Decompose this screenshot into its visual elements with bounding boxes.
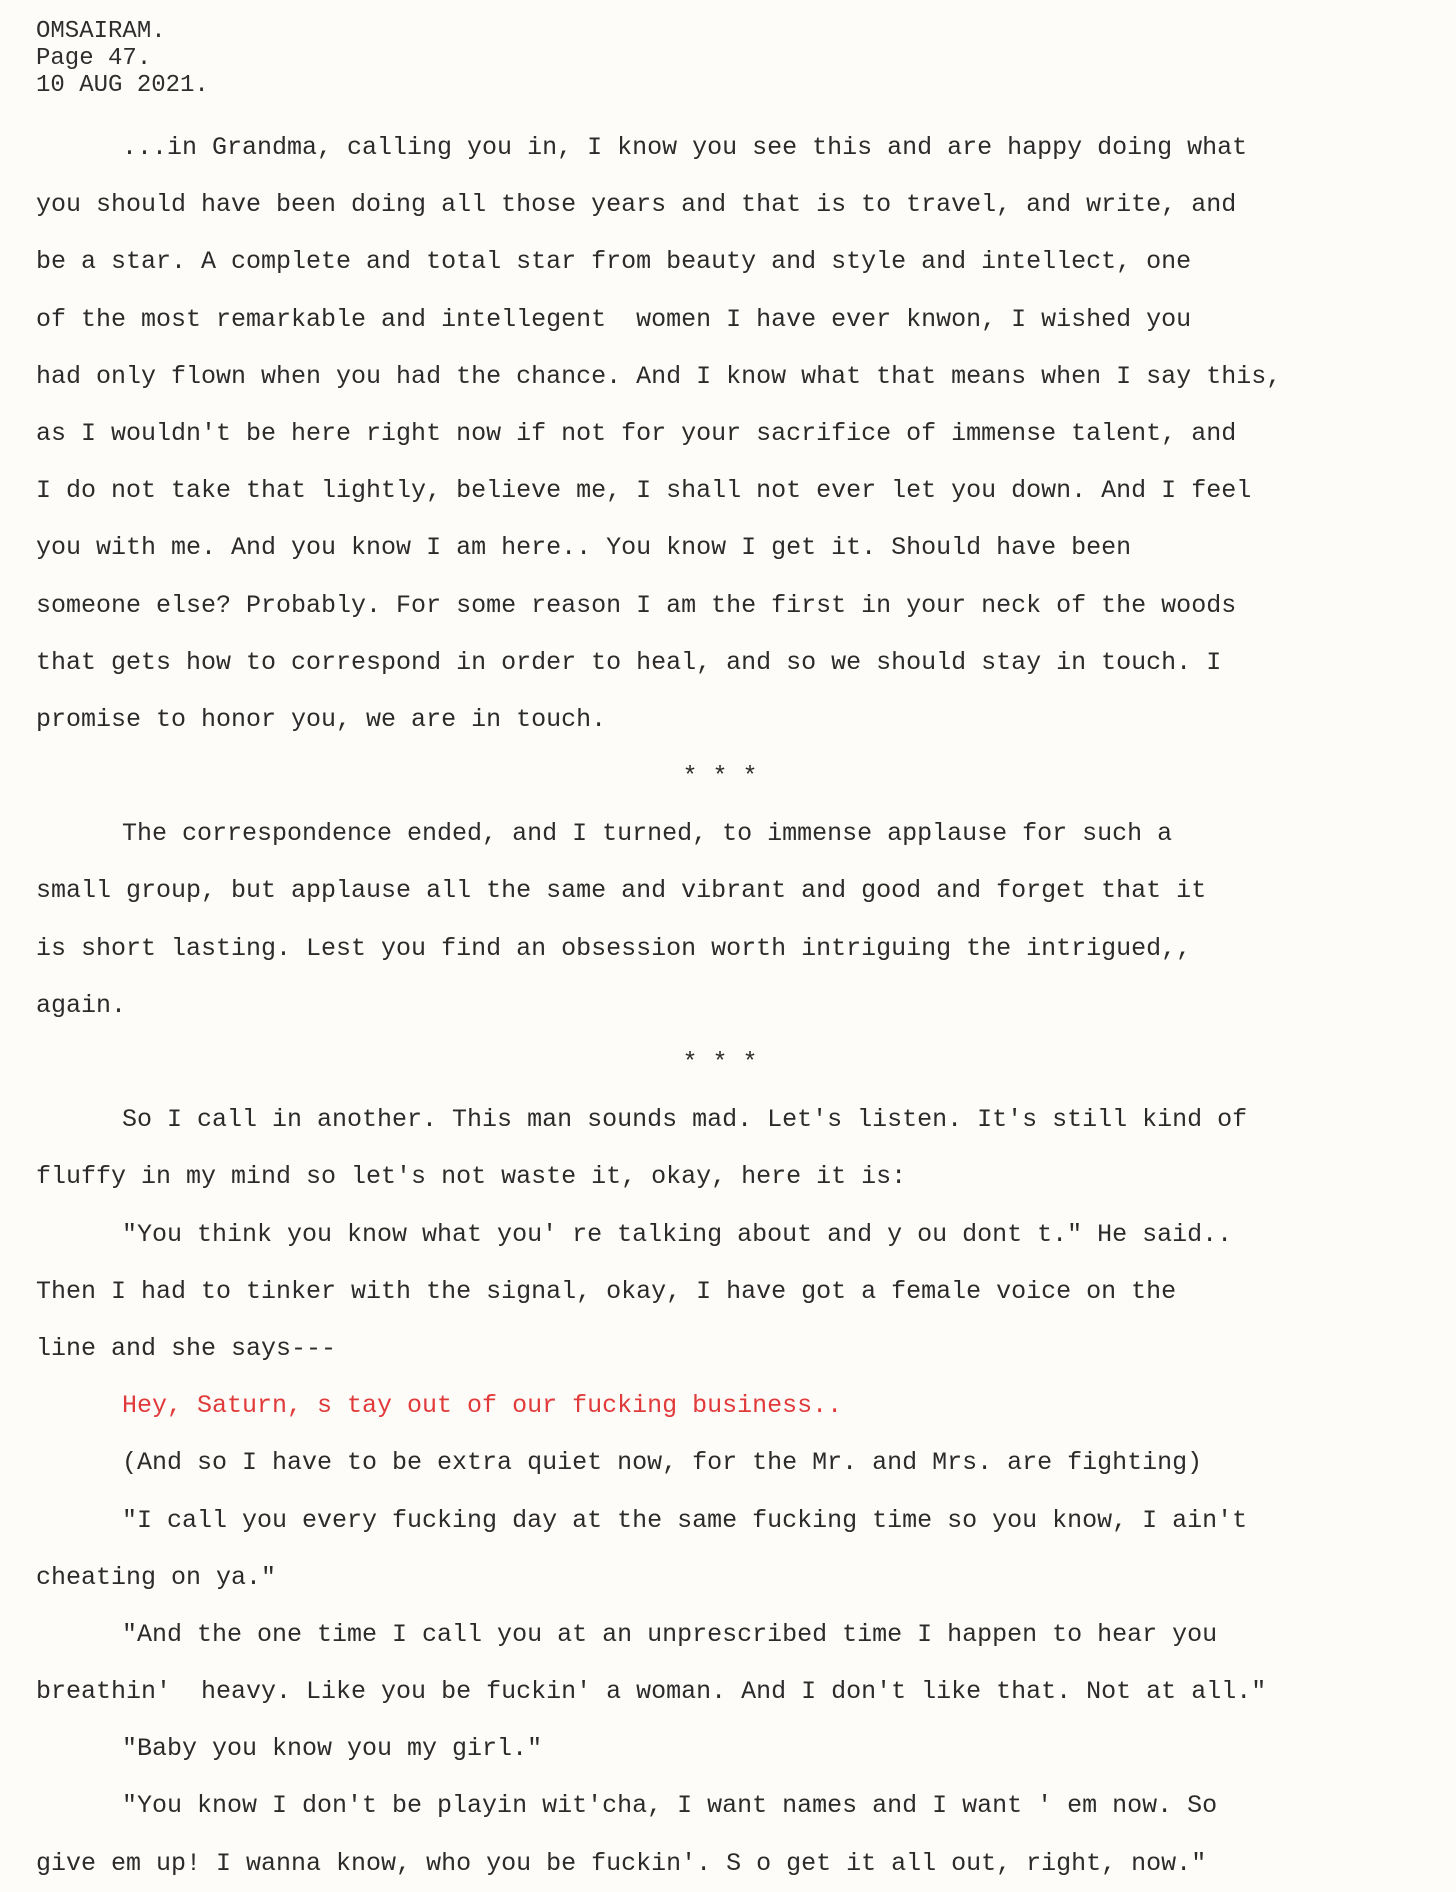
page-body xyxy=(36,119,1444,1892)
header-title: OMSAIRAM. xyxy=(36,18,166,45)
page-header xyxy=(36,18,1444,99)
section-divider: * * * xyxy=(682,1048,758,1077)
text-line: as I wouldn't be here right now if not for your sacrifice of immense talent, and xyxy=(36,418,1237,448)
text-line: "You think you know what you' re talking about and y ou dont t." He said.. xyxy=(122,1219,1233,1249)
text-line: cheating on ya." xyxy=(36,1562,277,1592)
text-line: had only flown when you had the chance. And I know what that means when I say this, xyxy=(36,361,1282,391)
text-line: "And the one time I call you at an unprescribed time I happen to hear you xyxy=(122,1619,1218,1649)
text-line: give em up! I wanna know, who you be fuckin'. S o get it all out, right, now." xyxy=(36,1848,1207,1878)
text-line: that gets how to correspond in order to heal, and so we should stay in touch. I xyxy=(36,647,1222,677)
text-line: breathin' heavy. Like you be fuckin' a woman. And I don't like that. Not at all." xyxy=(36,1677,1267,1707)
text-line: again. xyxy=(36,990,127,1020)
text-line: you with me. And you know I am here.. You know I get it. Should have been xyxy=(36,533,1132,563)
text-line: line and she says--- xyxy=(36,1333,337,1363)
text-line: So I call in another. This man sounds mad. Let's listen. It's still kind of xyxy=(122,1105,1248,1135)
text-line: (And so I have to be extra quiet now, for the Mr. and Mrs. are fighting) xyxy=(122,1448,1203,1478)
header-page-number: Page 47. xyxy=(36,45,152,72)
text-line: Then I had to tinker with the signal, okay, I have got a female voice on the xyxy=(36,1276,1177,1306)
text-line: "You know I don't be playin wit'cha, I want names and I want ' em now. So xyxy=(122,1791,1218,1821)
section-divider: * * * xyxy=(682,762,758,792)
text-line: of the most remarkable and intellegent women I have ever knwon, I wished you xyxy=(36,304,1192,334)
text-line: you should have been doing all those years and that is to travel, and write, and xyxy=(36,190,1237,220)
text-line: I do not take that lightly, believe me, I shall not ever let you down. And I feel xyxy=(36,476,1252,506)
text-line: "I call you every fucking day at the same fucking time so you know, I ain't xyxy=(122,1505,1248,1535)
text-line: is short lasting. Lest you find an obsession worth intriguing the intrigued,, xyxy=(36,933,1192,963)
text-line: small group, but applause all the same and vibrant and good and forget that it xyxy=(36,876,1207,906)
text-line: "Baby you know you my girl." xyxy=(122,1734,543,1764)
text-line: promise to honor you, we are in touch. xyxy=(36,704,607,734)
text-line: be a star. A complete and total star from beauty and style and intellect, one xyxy=(36,247,1192,277)
text-line: fluffy in my mind so let's not waste it, okay, here it is: xyxy=(36,1162,907,1192)
red-text-line: Hey, Saturn, s tay out of our fucking business.. xyxy=(122,1391,843,1421)
text-line: someone else? Probably. For some reason I am the first in your neck of the woods xyxy=(36,590,1237,620)
header-date: 10 AUG 2021. xyxy=(36,72,209,99)
text-line: ...in Grandma, calling you in, I know you see this and are happy doing what xyxy=(122,133,1248,162)
text-line: The correspondence ended, and I turned, to immense applause for such a xyxy=(122,819,1173,849)
